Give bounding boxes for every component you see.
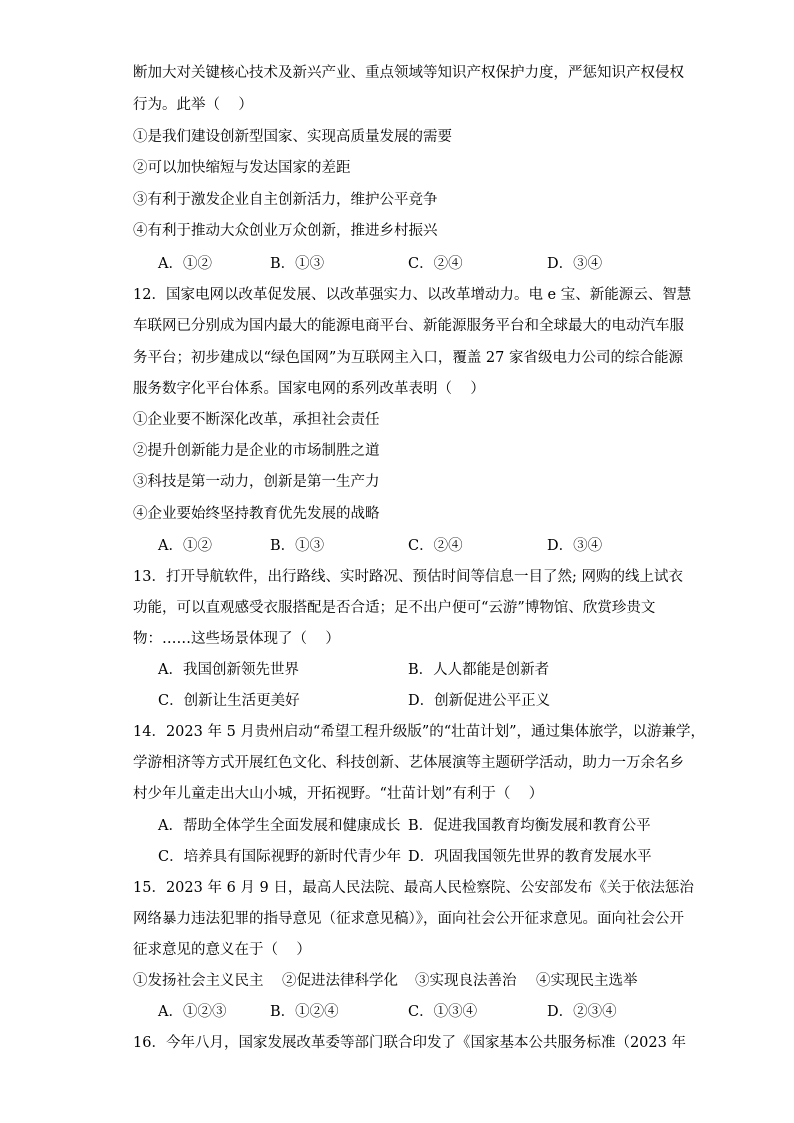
- q13-option-c: C．创新让生活更美好: [158, 693, 300, 709]
- q11-item-3: ③有利于激发企业自主创新活力，维护公平竞争: [133, 192, 438, 208]
- q11-option-d: D．③④: [547, 256, 603, 272]
- q11-item-1: ①是我们建设创新型国家、实现高质量发展的需要: [133, 129, 452, 145]
- q14-option-b: B．促进我国教育均衡发展和教育公平: [408, 818, 651, 834]
- q13-option-b: B．人人都能是创新者: [408, 662, 550, 678]
- q13-option-a: A．我国创新领先世界: [158, 662, 299, 678]
- q12-stem-line-4: 服务数字化平台体系。国家电网的系列改革表明（ ）: [133, 381, 485, 397]
- q15-option-d: D．②③④: [547, 1004, 617, 1020]
- q13-option-d: D．创新促进公平正义: [408, 693, 551, 709]
- q15-item-4: ④实现民主选举: [536, 973, 638, 989]
- q12-option-b: B．①③: [270, 538, 325, 554]
- q12-item-3: ③科技是第一动力，创新是第一生产力: [133, 474, 380, 490]
- q13-stem-line-3: 物：……这些场景体现了（ ）: [133, 631, 340, 647]
- q16-stem-line-1: 16．今年八月，国家发展改革委等部门联合印发了《国家基本公共服务标准（2023 年: [133, 1035, 686, 1051]
- q12-stem-line-1: 12．国家电网以改革促发展、以改革强实力、以改革增动力。电 e 宝、新能源云、智慧: [133, 287, 692, 303]
- q15-stem-line-3: 征求意见的意义在于（ ）: [133, 942, 311, 958]
- q12-item-2: ②提升创新能力是企业的市场制胜之道: [133, 443, 380, 459]
- q15-option-b: B．①②④: [270, 1004, 339, 1020]
- q14-option-d: D．巩固我国领先世界的教育发展水平: [408, 849, 652, 865]
- q13-stem-line-1: 13．打开导航软件，出行路线、实时路况、预估时间等信息一目了然; 网购的线上试衣: [133, 569, 683, 585]
- q11-item-2: ②可以加快缩短与发达国家的差距: [133, 160, 351, 176]
- q11-option-c: C．②④: [408, 256, 463, 272]
- q12-item-1: ①企业要不断深化改革，承担社会责任: [133, 412, 380, 428]
- q15-item-1: ①发扬社会主义民主: [133, 973, 264, 989]
- q12-option-a: A．①②: [158, 538, 212, 554]
- q11-option-a: A．①②: [158, 256, 212, 272]
- q15-stem-line-2: 网络暴力违法犯罪的指导意见（征求意见稿）》，面向社会公开征求意见。面向社会公开: [133, 911, 684, 927]
- q12-option-c: C．②④: [408, 538, 463, 554]
- q11-stem-line-2: 行为。此举（ ）: [133, 97, 253, 113]
- q12-item-4: ④企业要始终坚持教育优先发展的战略: [133, 506, 380, 522]
- q11-item-4: ④有利于推动大众创业万众创新，推进乡村振兴: [133, 223, 438, 239]
- q14-stem-line-1: 14．2023 年 5 月贵州启动“希望工程升级版”的“壮苗计划”，通过集体旅学，以游兼学，: [133, 724, 706, 740]
- q14-option-a: A．帮助全体学生全面发展和健康成长: [158, 818, 401, 834]
- q15-option-a: A．①②③: [158, 1004, 227, 1020]
- q11-stem-line-1: 断加大对关键核心技术及新兴产业、重点领域等知识产权保护力度，严惩知识产权侵权: [133, 65, 684, 81]
- q12-option-d: D．③④: [547, 538, 603, 554]
- q15-item-3: ③实现良法善治: [415, 973, 517, 989]
- q15-option-c: C．①③④: [408, 1004, 478, 1020]
- q14-stem-line-3: 村少年儿童走出大山小城，开拓视野。“壮苗计划”有利于（ ）: [133, 786, 544, 802]
- q13-stem-line-2: 功能，可以直观感受衣服搭配是否合适；足不出户便可“云游”博物馆、欣赏珍贵文: [133, 600, 656, 616]
- q11-option-b: B．①③: [270, 256, 325, 272]
- q14-option-c: C．培养具有国际视野的新时代青少年: [158, 849, 402, 865]
- q14-stem-line-2: 学游相济等方式开展红色文化、科技创新、艺体展演等主题研学活动，助力一万余名乡: [133, 755, 684, 771]
- q12-stem-line-2: 车联网已分别成为国内最大的能源电商平台、新能源服务平台和全球最大的电动汽车服: [133, 318, 684, 334]
- q15-item-2: ②促进法律科学化: [282, 973, 398, 989]
- q12-stem-line-3: 务平台；初步建成以“绿色国网”为互联网主入口，覆盖 27 家省级电力公司的综合能源: [133, 350, 683, 366]
- q15-stem-line-1: 15．2023 年 6 月 9 日，最高人民法院、最高人民检察院、公安部发布《关于依法惩治: [133, 880, 694, 896]
